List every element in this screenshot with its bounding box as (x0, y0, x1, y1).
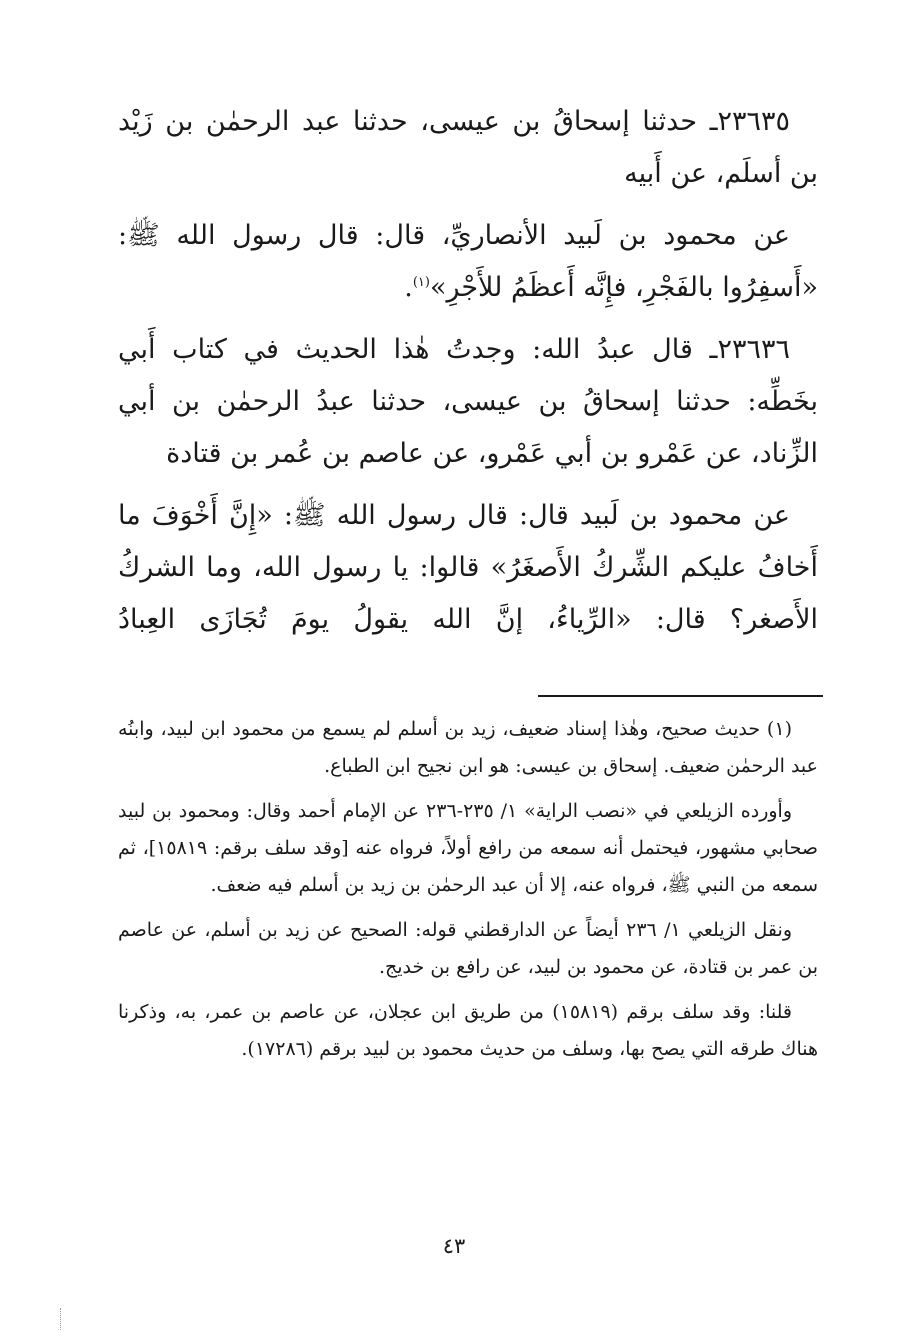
footnote-1: (١) حديث صحيح، وهٰذا إسناد ضعيف، زيد بن أسلم لم يسمع من محمود ابن لبيد، وابنُه عبد الرحمٰن ضعيف. إسحاق بن عيسى: هو ابن نجيح ابن الطباع. (118, 718, 818, 777)
page-number: ٤٣ (442, 1234, 466, 1258)
footnote-daraqutni: ونقل الزيلعي ١/ ٢٣٦ أيضاً عن الدارقطني قوله: الصحيح عن زيد بن أسلم، عن عاصم بن عمر بن قتادة، عن محمود بن لبيد، عن رافع بن خديج. (118, 919, 818, 978)
hadith-23636-isnad: ٢٣٦٣٦ـ قال عبدُ الله: وجدتُ هٰذا الحديث في كتاب أَبي بخَطِّه: حدثنا إسحاقُ بن عيسى، حدثنا عبدُ الرحمٰن بن أبي الزِّناد، عن عَمْرو بن أبي عَمْرو، عن عاصم بن عُمر بن قتادة (118, 334, 818, 469)
hadith-23636-matn: عن محمود بن لَبيد قال: قال رسول الله ﷺ: «إِنَّ أَخْوَفَ ما أَخافُ عليكم الشِّركُ الأَصغَرُ» قالوا: يا رسول الله، وما الشركُ الأَصغر؟ قال: «الرِّياءُ، إنَّ الله يقولُ يومَ تُجَازَى العِبادُ (118, 500, 818, 635)
hadith-23635-matn-text: عن محمود بن لَبيد الأنصاريِّ، قال: قال رسول الله ﷺ: «أَسفِرُوا بالفَجْرِ، فإِنَّه أَعظَمُ للأَجْرِ» (118, 220, 818, 303)
footnotes-block (118, 711, 818, 1076)
margin-mark (60, 1308, 65, 1330)
main-text-block (118, 96, 818, 656)
hadith-23635-matn (118, 210, 818, 314)
footnote-zaylai: وأورده الزيلعي في «نصب الراية» ١/ ٢٣٥-٢٣٦ عن الإمام أحمد وقال: ومحمود بن لبيد صحابي مشهور، فيحتمل أنه سمعه من رافع أولاً، فرواه عنه [وقد سلف برقم: ١٥٨١٩]، ثم سمعه من النبي ﷺ، فرواه عنه، إلا أن عبد الرحمٰن بن زيد بن أسلم فيه ضعف. (118, 800, 818, 896)
hadith-23635-isnad: ٢٣٦٣٥ـ حدثنا إسحاقُ بن عيسى، حدثنا عبد الرحمٰن بن زَيْد بن أسلَم، عن أَبيه (118, 106, 818, 189)
hadith-23635-matn-end: . (404, 272, 413, 303)
footnote-ref-1[interactable]: (١) (412, 275, 430, 290)
footnote-separator (538, 695, 823, 697)
footnote-qulna: قلنا: وقد سلف برقم (١٥٨١٩) من طريق ابن عجلان، عن عاصم بن عمر، به، وذكرنا هناك طرقه التي يصح بها، وسلف من حديث محمود بن لبيد برقم (١٧٢٨٦). (118, 1001, 818, 1060)
